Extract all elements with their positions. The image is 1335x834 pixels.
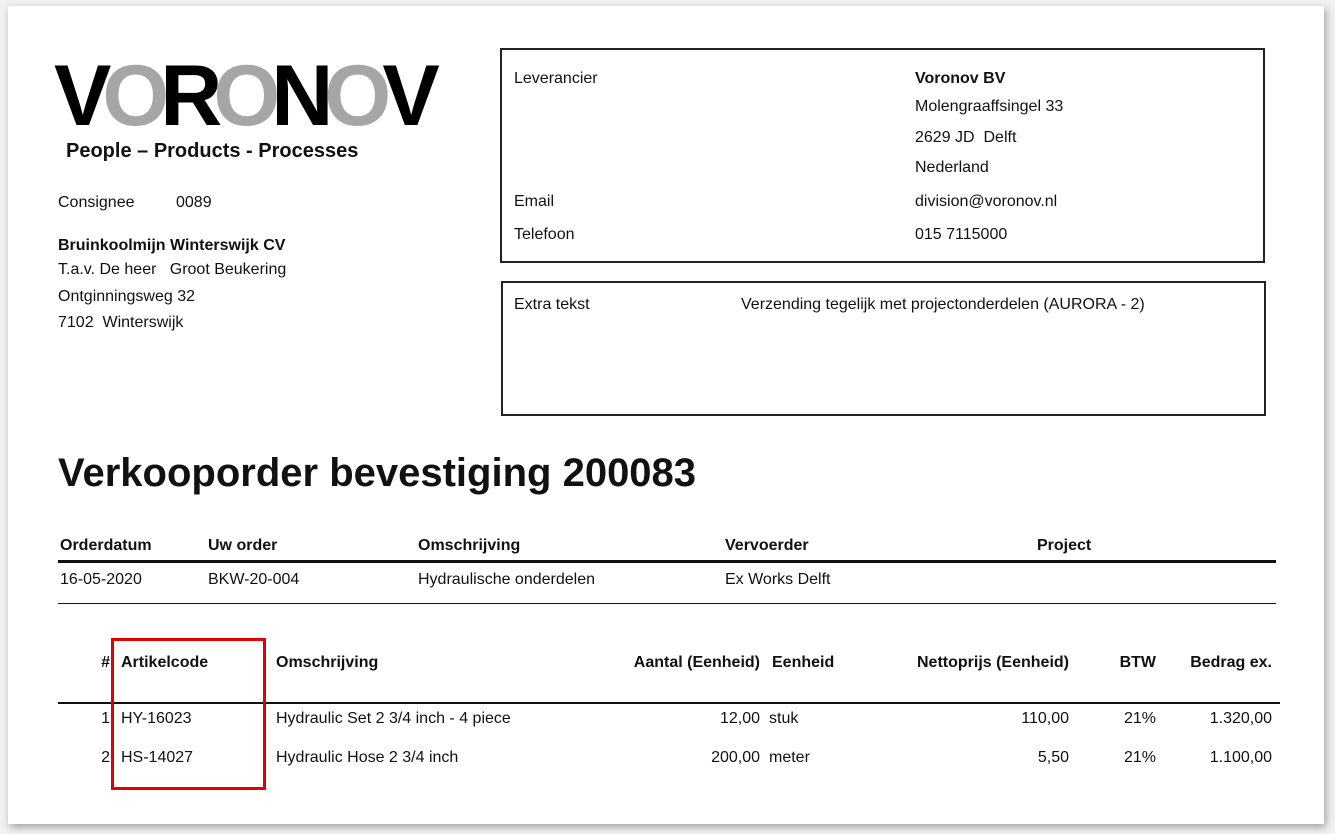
extra-text-value: Verzending tegelijk met projectonderdelen (AURORA - 2) [741, 296, 1145, 313]
row-description: Hydraulic Set 2 3/4 inch - 4 piece [276, 710, 511, 727]
order-header-description: Omschrijving [418, 537, 521, 554]
logo-tagline: People – Products - Processes [66, 140, 359, 162]
row-unit: meter [769, 749, 810, 766]
consignee-number: 0089 [176, 194, 212, 211]
supplier-city: 2629 JD Delft [915, 129, 1017, 146]
row-description: Hydraulic Hose 2 3/4 inch [276, 749, 459, 766]
lines-header-number: # [101, 654, 110, 671]
supplier-box [500, 48, 1265, 263]
order-date-value: 16-05-2020 [60, 571, 142, 588]
row-article-code: HY-16023 [121, 710, 192, 727]
row-net-price: 5,50 [1037, 749, 1069, 766]
order-header-project: Project [1037, 537, 1092, 554]
email-label: Email [514, 193, 555, 210]
consignee-company: Bruinkoolmijn Winterswijk CV [58, 237, 286, 254]
consignee-label: Consignee [58, 194, 135, 211]
row-amount: 1.320,00 [1209, 710, 1272, 727]
row-net-price: 110,00 [1021, 710, 1069, 727]
voronov-logo [54, 48, 431, 170]
row-unit: stuk [769, 710, 799, 727]
order-description-value: Hydraulische onderdelen [418, 571, 595, 588]
row-vat: 21% [1123, 710, 1156, 727]
row-quantity: 12,00 [719, 710, 760, 727]
row-article-code: HS-14027 [121, 749, 194, 766]
your-order-value: BKW-20-004 [208, 571, 300, 588]
order-header-rule [58, 560, 1276, 563]
supplier-country: Nederland [915, 159, 989, 176]
lines-header-amount: Bedrag ex. [1190, 654, 1272, 671]
lines-header-vat: BTW [1119, 654, 1156, 671]
supplier-name: Voronov BV [915, 70, 1006, 87]
consignee-attention: T.a.v. De heer Groot Beukering [58, 261, 287, 278]
order-header-your-order: Uw order [208, 537, 278, 554]
document-title: Verkooporder bevestiging 200083 [58, 451, 697, 495]
logo-wordmark: VORONOV [54, 48, 431, 144]
lines-header-unit: Eenheid [772, 654, 835, 671]
supplier-street: Molengraaffsingel 33 [915, 98, 1064, 115]
extra-text-label: Extra tekst [514, 296, 590, 313]
order-header-carrier: Vervoerder [725, 537, 809, 554]
row-amount: 1.100,00 [1209, 749, 1272, 766]
row-number: 1 [101, 710, 110, 727]
row-number: 2 [101, 749, 110, 766]
consignee-street: Ontginningsweg 32 [58, 288, 195, 305]
order-header-date: Orderdatum [60, 537, 152, 554]
lines-header-net-price: Nettoprijs (Eenheid) [916, 654, 1069, 671]
row-vat: 21% [1123, 749, 1156, 766]
lines-header-article-code: Artikelcode [121, 654, 209, 671]
carrier-value: Ex Works Delft [725, 571, 831, 588]
lines-header-description: Omschrijving [276, 654, 379, 671]
lines-header-quantity: Aantal (Eenheid) [633, 654, 760, 671]
consignee-city: 7102 Winterswijk [58, 314, 184, 331]
phone-value: 015 7115000 [915, 226, 1008, 243]
phone-label: Telefoon [514, 226, 575, 243]
row-quantity: 200,00 [711, 749, 760, 766]
email-value: division@voronov.nl [915, 193, 1058, 210]
order-values-rule [58, 603, 1276, 604]
supplier-label: Leverancier [514, 70, 598, 87]
article-code-highlight [111, 638, 266, 790]
document-page [8, 6, 1324, 824]
